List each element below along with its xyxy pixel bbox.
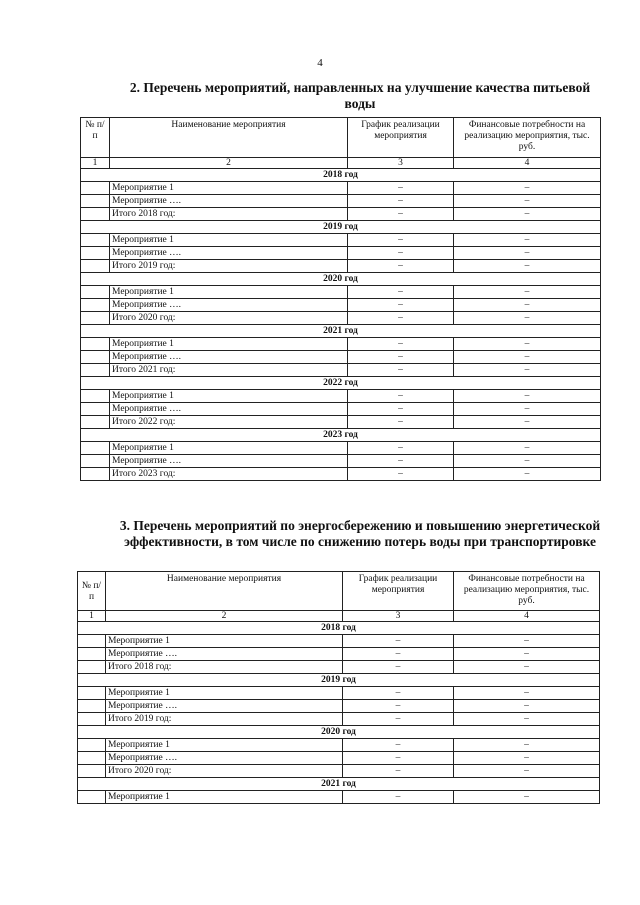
- table-header-row: [78, 572, 600, 611]
- measure-name: Мероприятие 1: [110, 234, 348, 247]
- finance-cell: –: [454, 713, 600, 726]
- row-number-cell: [78, 713, 106, 726]
- finance-cell: –: [454, 752, 600, 765]
- year-row: [81, 169, 601, 182]
- finance-cell: –: [454, 312, 601, 325]
- column-header-schedule: График реализации мероприятия: [343, 572, 454, 611]
- schedule-cell: –: [348, 455, 454, 468]
- measure-name: Мероприятие ….: [110, 403, 348, 416]
- row-number-cell: [78, 791, 106, 804]
- measure-name: Мероприятие 1: [110, 442, 348, 455]
- year-label: 2020 год: [81, 273, 601, 286]
- table-row: [81, 299, 601, 312]
- finance-cell: –: [454, 416, 601, 429]
- column-index: 1: [78, 611, 106, 622]
- column-index: 3: [348, 158, 454, 169]
- schedule-cell: –: [343, 700, 454, 713]
- table-row: [78, 635, 600, 648]
- row-number-cell: [81, 351, 110, 364]
- row-number-cell: [81, 247, 110, 260]
- schedule-cell: –: [348, 234, 454, 247]
- section-2-table: [80, 117, 601, 481]
- column-header-num: № п/п: [78, 572, 106, 611]
- measure-name: Мероприятие ….: [106, 752, 343, 765]
- year-row: [78, 674, 600, 687]
- total-row: [81, 364, 601, 377]
- year-row: [78, 622, 600, 635]
- year-label: 2023 год: [81, 429, 601, 442]
- schedule-cell: –: [348, 338, 454, 351]
- table-row: [81, 403, 601, 416]
- table-row: [81, 247, 601, 260]
- row-number-cell: [78, 700, 106, 713]
- year-label: 2019 год: [81, 221, 601, 234]
- table-row: [78, 791, 600, 804]
- table-row: [78, 739, 600, 752]
- schedule-cell: –: [348, 351, 454, 364]
- row-number-cell: [81, 338, 110, 351]
- year-label: 2022 год: [81, 377, 601, 390]
- finance-cell: –: [454, 338, 601, 351]
- column-header-finance: Финансовые потребности на реализацию мероприятия, тыс. руб.: [454, 118, 601, 158]
- column-index: 4: [454, 158, 601, 169]
- measure-name: Мероприятие ….: [110, 351, 348, 364]
- row-number-cell: [81, 286, 110, 299]
- table-row: [81, 442, 601, 455]
- finance-cell: –: [454, 390, 601, 403]
- column-index: 3: [343, 611, 454, 622]
- total-label: Итого 2020 год:: [106, 765, 343, 778]
- finance-cell: –: [454, 468, 601, 481]
- column-header-finance: Финансовые потребности на реализацию мероприятия, тыс. руб.: [454, 572, 600, 611]
- row-number-cell: [81, 260, 110, 273]
- year-row: [81, 325, 601, 338]
- row-number-cell: [81, 364, 110, 377]
- schedule-cell: –: [348, 182, 454, 195]
- year-row: [81, 273, 601, 286]
- finance-cell: –: [454, 635, 600, 648]
- schedule-cell: –: [348, 468, 454, 481]
- measure-name: Мероприятие 1: [106, 739, 343, 752]
- finance-cell: –: [454, 260, 601, 273]
- table-row: [81, 351, 601, 364]
- schedule-cell: –: [348, 208, 454, 221]
- column-header-schedule: График реализации мероприятия: [348, 118, 454, 158]
- year-row: [81, 429, 601, 442]
- measure-name: Мероприятие 1: [110, 286, 348, 299]
- schedule-cell: –: [343, 661, 454, 674]
- schedule-cell: –: [343, 713, 454, 726]
- table-row: [81, 390, 601, 403]
- schedule-cell: –: [343, 739, 454, 752]
- total-label: Итого 2018 год:: [106, 661, 343, 674]
- finance-cell: –: [454, 791, 600, 804]
- finance-cell: –: [454, 455, 601, 468]
- table-row: [81, 338, 601, 351]
- column-index-row: [78, 611, 600, 622]
- row-number-cell: [81, 195, 110, 208]
- total-row: [81, 208, 601, 221]
- table-row: [81, 182, 601, 195]
- schedule-cell: –: [348, 390, 454, 403]
- row-number-cell: [81, 455, 110, 468]
- year-label: 2021 год: [81, 325, 601, 338]
- finance-cell: –: [454, 299, 601, 312]
- total-row: [78, 713, 600, 726]
- finance-cell: –: [454, 442, 601, 455]
- row-number-cell: [81, 299, 110, 312]
- table-row: [78, 648, 600, 661]
- section-3-title: 3. Перечень мероприятий по энергосбережению и повышению энергетической эффективности, в том числе по снижению потерь воды при транспортировке: [119, 518, 601, 549]
- table-header-row: [81, 118, 601, 158]
- total-label: Итого 2019 год:: [110, 260, 348, 273]
- total-label: Итого 2020 год:: [110, 312, 348, 325]
- schedule-cell: –: [343, 752, 454, 765]
- measure-name: Мероприятие 1: [106, 687, 343, 700]
- row-number-cell: [78, 661, 106, 674]
- schedule-cell: –: [348, 312, 454, 325]
- measure-name: Мероприятие ….: [106, 700, 343, 713]
- schedule-cell: –: [343, 765, 454, 778]
- schedule-cell: –: [348, 403, 454, 416]
- year-row: [78, 726, 600, 739]
- column-header-name: Наименование мероприятия: [106, 572, 343, 611]
- total-row: [78, 765, 600, 778]
- total-row: [81, 312, 601, 325]
- table-row: [81, 286, 601, 299]
- table-row: [78, 752, 600, 765]
- measure-name: Мероприятие 1: [106, 791, 343, 804]
- year-label: 2018 год: [78, 622, 600, 635]
- total-label: Итого 2023 год:: [110, 468, 348, 481]
- year-label: 2019 год: [78, 674, 600, 687]
- row-number-cell: [81, 403, 110, 416]
- row-number-cell: [78, 752, 106, 765]
- finance-cell: –: [454, 648, 600, 661]
- schedule-cell: –: [348, 260, 454, 273]
- table-row: [78, 687, 600, 700]
- section-2-title: 2. Перечень мероприятий, направленных на улучшение качества питьевой воды: [129, 80, 591, 111]
- row-number-cell: [78, 765, 106, 778]
- finance-cell: –: [454, 182, 601, 195]
- table-row: [81, 195, 601, 208]
- schedule-cell: –: [348, 299, 454, 312]
- schedule-cell: –: [348, 364, 454, 377]
- year-row: [78, 778, 600, 791]
- schedule-cell: –: [343, 635, 454, 648]
- total-row: [78, 661, 600, 674]
- table-row: [81, 455, 601, 468]
- row-number-cell: [78, 687, 106, 700]
- finance-cell: –: [454, 195, 601, 208]
- finance-cell: –: [454, 364, 601, 377]
- column-header-num: № п/п: [81, 118, 110, 158]
- total-row: [81, 416, 601, 429]
- finance-cell: –: [454, 700, 600, 713]
- measure-name: Мероприятие ….: [110, 455, 348, 468]
- measure-name: Мероприятие 1: [110, 182, 348, 195]
- total-label: Итого 2021 год:: [110, 364, 348, 377]
- year-label: 2021 год: [78, 778, 600, 791]
- year-row: [81, 221, 601, 234]
- finance-cell: –: [454, 739, 600, 752]
- schedule-cell: –: [348, 247, 454, 260]
- column-index-row: [81, 158, 601, 169]
- year-label: 2018 год: [81, 169, 601, 182]
- finance-cell: –: [454, 286, 601, 299]
- finance-cell: –: [454, 247, 601, 260]
- measure-name: Мероприятие 1: [110, 338, 348, 351]
- finance-cell: –: [454, 351, 601, 364]
- total-label: Итого 2018 год:: [110, 208, 348, 221]
- total-row: [81, 260, 601, 273]
- finance-cell: –: [454, 403, 601, 416]
- table-row: [81, 234, 601, 247]
- total-label: Итого 2019 год:: [106, 713, 343, 726]
- row-number-cell: [81, 208, 110, 221]
- year-row: [81, 377, 601, 390]
- schedule-cell: –: [343, 791, 454, 804]
- finance-cell: –: [454, 208, 601, 221]
- schedule-cell: –: [348, 442, 454, 455]
- measure-name: Мероприятие ….: [110, 247, 348, 260]
- table-row: [78, 700, 600, 713]
- finance-cell: –: [454, 234, 601, 247]
- row-number-cell: [81, 390, 110, 403]
- total-label: Итого 2022 год:: [110, 416, 348, 429]
- schedule-cell: –: [343, 648, 454, 661]
- schedule-cell: –: [348, 195, 454, 208]
- measure-name: Мероприятие 1: [106, 635, 343, 648]
- section-3-table: [77, 571, 600, 804]
- row-number-cell: [78, 739, 106, 752]
- page-number: 4: [317, 57, 323, 69]
- row-number-cell: [81, 182, 110, 195]
- column-index: 2: [106, 611, 343, 622]
- schedule-cell: –: [348, 286, 454, 299]
- schedule-cell: –: [348, 416, 454, 429]
- measure-name: Мероприятие ….: [106, 648, 343, 661]
- row-number-cell: [81, 416, 110, 429]
- column-index: 1: [81, 158, 110, 169]
- row-number-cell: [81, 234, 110, 247]
- row-number-cell: [81, 442, 110, 455]
- row-number-cell: [78, 648, 106, 661]
- finance-cell: –: [454, 687, 600, 700]
- total-row: [81, 468, 601, 481]
- schedule-cell: –: [343, 687, 454, 700]
- row-number-cell: [78, 635, 106, 648]
- column-index: 2: [110, 158, 348, 169]
- measure-name: Мероприятие 1: [110, 390, 348, 403]
- column-index: 4: [454, 611, 600, 622]
- finance-cell: –: [454, 765, 600, 778]
- row-number-cell: [81, 312, 110, 325]
- column-header-name: Наименование мероприятия: [110, 118, 348, 158]
- year-label: 2020 год: [78, 726, 600, 739]
- finance-cell: –: [454, 661, 600, 674]
- row-number-cell: [81, 468, 110, 481]
- measure-name: Мероприятие ….: [110, 299, 348, 312]
- measure-name: Мероприятие ….: [110, 195, 348, 208]
